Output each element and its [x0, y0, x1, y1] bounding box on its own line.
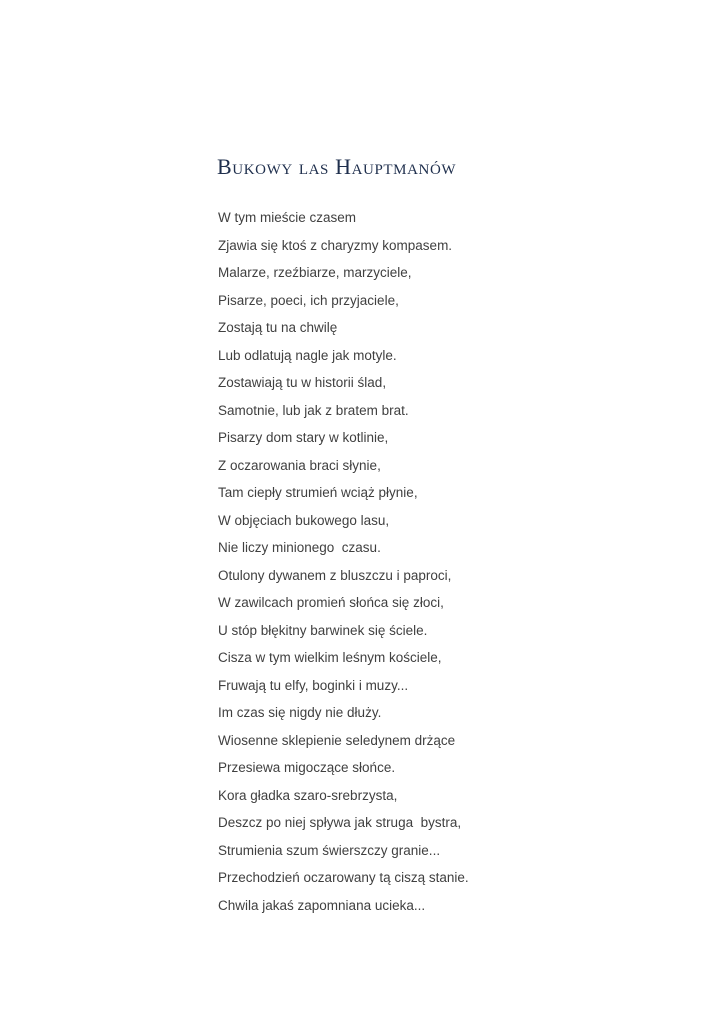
- poem-line: Otulony dywanem z bluszczu i paproci,: [218, 567, 452, 583]
- poem-body: [218, 207, 469, 922]
- poem-line: Strumienia szum świerszczy granie...: [218, 842, 441, 858]
- poem-line: Im czas się nigdy nie dłuży.: [218, 705, 382, 720]
- poem-line: Zjawia się ktoś z charyzmy kompasem.: [218, 237, 453, 253]
- poem-line: Chwila jakaś zapomniana ucieka...: [218, 897, 426, 913]
- poem-line: Cisza w tym wielkim leśnym kościele,: [218, 650, 442, 665]
- poem-line: W objęciach bukowego lasu,: [218, 512, 390, 528]
- poem-line: Malarze, rzeźbiarze, marzyciele,: [218, 265, 412, 280]
- poem-line: Fruwają tu elfy, boginki i muzy...: [218, 677, 409, 693]
- poem-line: Nie liczy minionego czasu.: [218, 540, 381, 555]
- poem-line: Tam ciepły strumień wciąż płynie,: [218, 485, 418, 500]
- poem-line: Deszcz po niej spływa jak struga bystra,: [218, 815, 462, 830]
- poem-line: Przesiewa migoczące słońce.: [218, 760, 396, 775]
- poem-line: Zostają tu na chwilę: [218, 320, 338, 335]
- poem-line: U stóp błękitny barwinek się ściele.: [218, 622, 428, 638]
- poem-line: Pisarze, poeci, ich przyjaciele,: [218, 292, 399, 308]
- poem-line: Z oczarowania braci słynie,: [218, 457, 381, 473]
- poem-line: Wiosenne sklepienie seledynem drżące: [218, 732, 456, 748]
- poem-line: Przechodzień oczarowany tą ciszą stanie.: [218, 870, 469, 885]
- poem-line: Lub odlatują nagle jak motyle.: [218, 347, 397, 363]
- poem-line: Samotnie, lub jak z bratem brat.: [218, 402, 409, 418]
- poem-line: Pisarzy dom stary w kotlinie,: [218, 430, 389, 445]
- poem-line: W zawilcach promień słońca się złoci,: [218, 595, 444, 610]
- poem-line: Kora gładka szaro-srebrzysta,: [218, 787, 398, 803]
- poem-line: Zostawiają tu w historii ślad,: [218, 375, 387, 390]
- poem-line: W tym mieście czasem: [218, 210, 357, 225]
- poem-title: Bukowy las Hauptmanów: [217, 154, 457, 179]
